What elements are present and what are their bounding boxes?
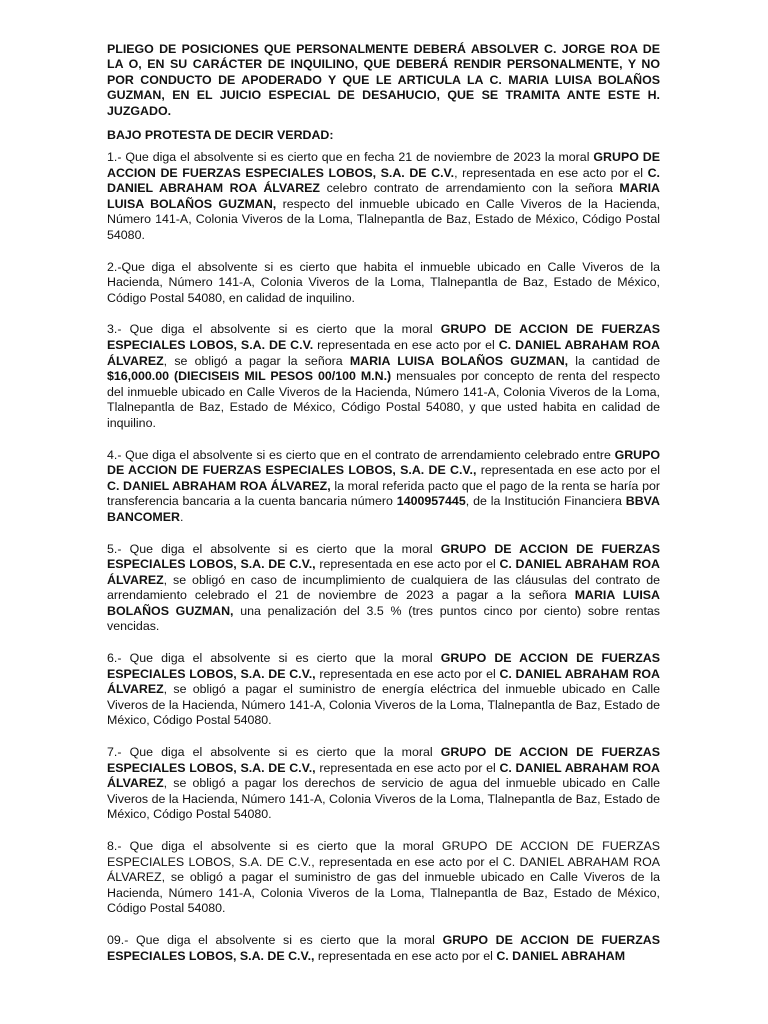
text-run: 8.- Que diga el absolvente si es cierto que la moral GRUPO DE ACCION DE FUERZAS ESPECIALES LOBOS, S.A. DE C.V., representada en ese acto por el C. DANIEL ABRAHAM ROA ÁLVAREZ, se obligó a pagar el suministro de gas del inmueble ubicado en Calle Viveros de la Hacienda, Número 141-A, Colonia Viveros de la Loma, Tlalnepantla de Baz, Estado de México, Código Postal 54080.: [107, 839, 660, 916]
bold-run: GRUPO DE ACCION DE FUERZAS ESPECIALES LOBOS, S.A. DE C.V.: [107, 150, 661, 180]
position-item-2: [107, 260, 660, 307]
text-run: la cantidad de: [568, 353, 660, 368]
bold-run: C. DANIEL ABRAHAM ROA ÁLVAREZ,: [107, 478, 331, 493]
bold-run: MARIA LUISA BOLAÑOS GUZMAN,: [349, 353, 569, 368]
text-run: 5.- Que diga el absolvente si es cierto que la moral: [107, 541, 441, 556]
bold-run: $16,000.00 (DIECISEIS MIL PESOS 00/100 M.N.): [107, 369, 392, 384]
text-run: , se obligó en caso de incumplimiento de cualquiera de las cláusulas del contrato de arrendamiento celebrado el 21 de noviembre de 2023 a pagar a la señora: [107, 572, 660, 603]
text-run: 4.- Que diga el absolvente si es cierto que en el contrato de arrendamiento celebrado entre: [107, 447, 615, 462]
position-item-3: [107, 322, 660, 431]
text-run: respecto del inmueble ubicado en Calle Viveros de la Hacienda, Número 141-A, Colonia Viveros de la Loma, Tlalnepantla de Baz, Estado de México, Código Postal 54080.: [107, 196, 660, 242]
text-run: 6.- Que diga el absolvente si es cierto que la moral: [107, 651, 441, 666]
text-run: 2.-Que diga el absolvente si es cierto que habita el inmueble ubicado en Calle Viveros de la Hacienda, Número 141-A, Colonia Viveros de la Loma, Tlalnepantla de Baz, Estado de México, Código Postal 54080, en calidad de inquilino.: [107, 259, 660, 305]
bold-run: C. DANIEL ABRAHAM ROA ÁLVAREZ: [107, 666, 660, 697]
bold-run: GRUPO DE ACCION DE FUERZAS ESPECIALES LOBOS, S.A. DE C.V.: [107, 322, 660, 352]
bold-run: MARIA LUISA BOLAÑOS GUZMAN,: [107, 588, 661, 618]
position-item-9: [107, 933, 660, 964]
position-item-6: [107, 651, 660, 729]
bold-run: GRUPO DE ACCION DE FUERZAS ESPECIALES LOBOS, S.A. DE C.V.,: [107, 447, 660, 478]
text-run: la moral referida pacto que el pago de la renta se haría por transferencia bancaria a la cuenta bancaria número: [107, 478, 660, 509]
text-run: mensuales por concepto de renta del respecto del inmueble ubicado en Calle Viveros de la Hacienda, Número 141-A, Colonia Viveros de la Loma, Tlalnepantla de Baz, Estado de México, Código Postal 54080, y que usted habita en calidad de inquilino.: [107, 369, 660, 430]
text-run: , se obligó a pagar la señora: [163, 353, 350, 368]
bold-run: BBVA BANCOMER: [107, 494, 660, 524]
text-run: representada en ese acto por el: [313, 337, 499, 352]
document-title: PLIEGO DE POSICIONES QUE PERSONALMENTE DEBERÁ ABSOLVER C. JORGE ROA DE LA O, EN SU CARÁCTER DE INQUILINO, QUE DEBERÁ RENDIR PERSONALMENTE, Y NO POR CONDUCTO DE APODERADO Y QUE LE ARTICULA LA C. MARIA LUISA BOLAÑOS GUZMAN, EN EL JUICIO ESPECIAL DE DESAHUCIO, QUE SE TRAMITA ANTE ESTE H. JUZGADO.: [107, 42, 660, 118]
text-run: una penalización del 3.5 % (tres puntos cinco por ciento) sobre rentas vencidas.: [107, 603, 660, 634]
text-run: representada en ese acto por el: [315, 557, 500, 572]
bold-run: C. DANIEL ABRAHAM ROA ÁLVAREZ: [107, 165, 660, 196]
bold-run: C. DANIEL ABRAHAM: [496, 948, 626, 963]
text-run: , representada en ese acto por el: [454, 165, 648, 180]
text-run: , de la Institución Financiera: [465, 494, 626, 509]
text-run: representada en ese acto por el: [314, 948, 497, 963]
text-run: , se obligó a pagar el suministro de energía eléctrica del inmueble ubicado en Calle Viveros de la Hacienda, Número 141-A, Colonia Viveros de la Loma, Tlalnepantla de Baz, Estado de México, Código Postal 54080.: [107, 682, 660, 728]
bold-run: GRUPO DE ACCION DE FUERZAS ESPECIALES LOBOS, S.A. DE C.V.,: [107, 932, 660, 963]
bold-run: MARIA LUISA BOLAÑOS GUZMAN,: [107, 181, 660, 211]
text-run: representada en ese acto por el: [315, 760, 500, 775]
text-run: , se obligó a pagar los derechos de servicio de agua del inmueble ubicado en Calle Viveros de la Hacienda, Número 141-A, Colonia Viveros de la Loma, Tlalnepantla de Baz, Estado de México, Código Postal 54080.: [107, 776, 660, 822]
position-item-1: [107, 150, 660, 244]
text-run: .: [179, 509, 184, 524]
text-run: 7.- Que diga el absolvente si es cierto que la moral: [107, 745, 441, 760]
text-run: 09.- Que diga el absolvente si es cierto que la moral: [107, 932, 443, 947]
text-run: 1.- Que diga el absolvente si es cierto que en fecha 21 de noviembre de 2023 la moral: [107, 150, 594, 165]
text-run: representada en ese acto por el: [476, 463, 660, 478]
bold-run: GRUPO DE ACCION DE FUERZAS ESPECIALES LOBOS, S.A. DE C.V.,: [107, 745, 660, 775]
position-item-5: [107, 542, 660, 636]
position-item-8: [107, 839, 660, 917]
text-run: celebro contrato de arrendamiento con la señora: [320, 181, 620, 196]
text-run: 3.- Que diga el absolvente si es cierto que la moral: [107, 322, 441, 337]
position-item-4: [107, 448, 660, 526]
bold-run: 1400957445: [396, 494, 466, 509]
bold-run: GRUPO DE ACCION DE FUERZAS ESPECIALES LOBOS, S.A. DE C.V.,: [107, 541, 660, 572]
bold-run: C. DANIEL ABRAHAM ROA ÁLVAREZ: [107, 337, 660, 368]
bold-run: C. DANIEL ABRAHAM ROA ÁLVAREZ: [107, 760, 660, 791]
bold-run: C. DANIEL ABRAHAM ROA ÁLVAREZ: [107, 557, 660, 587]
document-subtitle: BAJO PROTESTA DE DECIR VERDAD:: [107, 128, 334, 143]
text-run: representada en ese acto por el: [315, 666, 500, 681]
bold-run: GRUPO DE ACCION DE FUERZAS ESPECIALES LOBOS, S.A. DE C.V.,: [107, 651, 660, 681]
position-item-7: [107, 745, 660, 823]
